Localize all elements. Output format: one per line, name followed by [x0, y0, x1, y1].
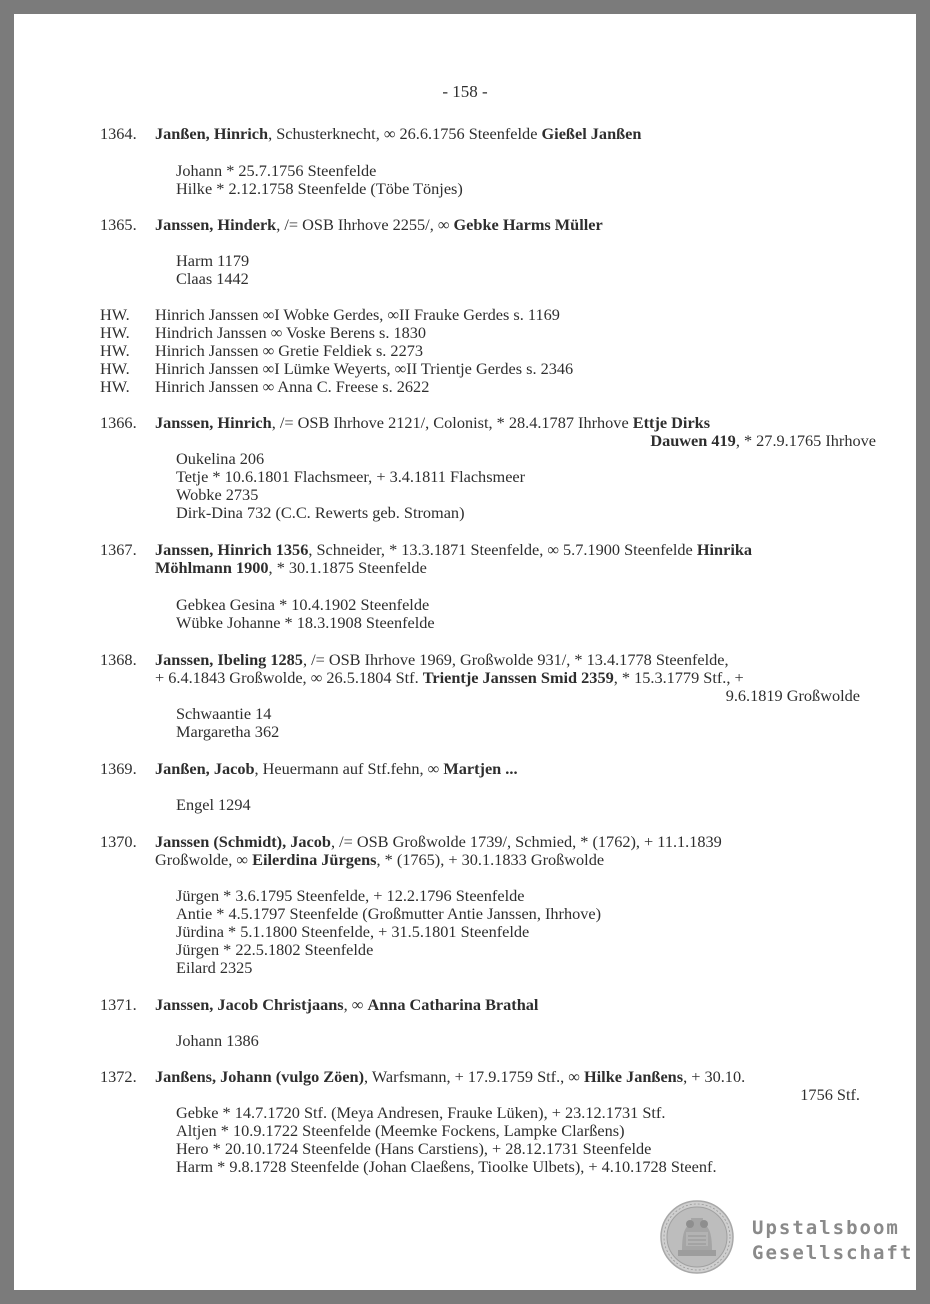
entry-details: , /= OSB Ihrhove 1969, Großwolde 931/, * 13.4.1778 Steenfelde, — [302, 650, 729, 669]
spouse-name: Hilke Janßens — [583, 1067, 684, 1086]
entry-name: Janssen (Schmidt), Jacob — [155, 832, 331, 851]
entry-number: 1372. — [100, 1067, 137, 1086]
entry-1371-heading — [14, 995, 916, 1015]
entry-1365-heading — [14, 215, 916, 235]
entry-1364-heading — [14, 124, 916, 144]
entry-name: Janßen, Hinrich — [155, 124, 269, 143]
child-line: Jürgen * 22.5.1802 Steenfelde — [176, 940, 374, 959]
child-line: Jürgen * 3.6.1795 Steenfelde, + 12.2.1796 Steenfelde — [176, 886, 525, 905]
hw-reference: HW. Hinrich Janssen ∞I Wobke Gerdes, ∞II Frauke Gerdes s. 1169 — [100, 305, 560, 324]
entry-details: , /= OSB Ihrhove 2121/, Colonist, * 28.4.1787 Ihrhove — [271, 413, 633, 432]
child-line: Margaretha 362 — [176, 722, 280, 741]
entry-1372-continuation: 1756 Stf. — [800, 1085, 860, 1104]
child-line: Dirk-Dina 732 (C.C. Rewerts geb. Stroman) — [176, 503, 465, 522]
entry-number: 1367. — [100, 540, 137, 559]
entry-name: Janßen, Jacob — [155, 759, 255, 778]
brand-name-line1: Upstalsboom — [752, 1217, 900, 1239]
entry-name: Janssen, Hinrich 1356 — [155, 540, 309, 559]
child-line: Engel 1294 — [176, 795, 251, 814]
entry-name: Janßens, Johann (vulgo Zöen) — [155, 1067, 365, 1086]
child-line: Gebke * 14.7.1720 Stf. (Meya Andresen, Frauke Lüken), + 23.12.1731 Stf. — [176, 1103, 666, 1122]
child-line: Altjen * 10.9.1722 Steenfelde (Meemke Fockens, Lampke Clarßens) — [176, 1121, 625, 1140]
child-line: Schwaantie 14 — [176, 704, 272, 723]
child-line: Hero * 20.10.1724 Steenfelde (Hans Carstiens), + 28.12.1731 Steenfelde — [176, 1139, 652, 1158]
entry-number: 1364. — [100, 124, 137, 143]
child-line: Hilke * 2.12.1758 Steenfelde (Töbe Tönjes) — [176, 179, 463, 198]
spouse-name: Anna Catharina Brathal — [367, 995, 539, 1014]
entry-1370-continuation: Großwolde, ∞ Eilerdina Jürgens, * (1765), + 30.1.1833 Großwolde — [155, 850, 605, 869]
entry-number: 1368. — [100, 650, 137, 669]
entry-details: , /= OSB Ihrhove 2255/, ∞ — [276, 215, 454, 234]
child-line: Eilard 2325 — [176, 958, 253, 977]
entry-details: , /= OSB Großwolde 1739/, Schmied, * (1762), + 11.1.1839 — [330, 832, 722, 851]
entry-1366-continuation: Dauwen 419, * 27.9.1765 Ihrhove — [650, 431, 876, 450]
entry-name: Janssen, Jacob Christjaans — [155, 995, 344, 1014]
entry-1367-heading — [14, 540, 916, 560]
child-line: Oukelina 206 — [176, 449, 265, 468]
entry-details: , ∞ — [343, 995, 368, 1014]
spouse-name: Hinrika — [696, 540, 753, 559]
hw-reference: HW. Hinrich Janssen ∞ Gretie Feldiek s. 2273 — [100, 341, 423, 360]
child-line: Johann 1386 — [176, 1031, 259, 1050]
spouse-name: Dauwen 419 — [650, 431, 736, 450]
entry-name: Janssen, Ibeling 1285 — [155, 650, 303, 669]
spouse-name: Möhlmann 1900 — [155, 558, 269, 577]
child-line: Wobke 2735 — [176, 485, 259, 504]
entry-1372-heading: 1372. Janßens, Johann (vulgo Zöen), Warfsmann, + 17.9.1759 Stf., ∞ Hilke Janßens, + 30.10. — [100, 1067, 746, 1086]
child-line: Tetje * 10.6.1801 Flachsmeer, + 3.4.1811 Flachsmeer — [176, 467, 526, 486]
child-line: Gebkea Gesina * 10.4.1902 Steenfelde — [176, 595, 430, 614]
entry-details: , Schusterknecht, ∞ 26.6.1756 Steenfelde — [268, 124, 542, 143]
child-line: Antie * 4.5.1797 Steenfelde (Großmutter Antie Janssen, Ihrhove) — [176, 904, 602, 923]
spouse-name: Martjen ... — [443, 759, 518, 778]
entry-number: 1366. — [100, 413, 137, 432]
entry-1370-heading — [14, 832, 916, 852]
hw-reference: HW. Hinrich Janssen ∞ Anna C. Freese s. 2622 — [100, 377, 430, 396]
entry-1368-continuation: 9.6.1819 Großwolde — [725, 686, 860, 705]
child-line: Harm * 9.8.1728 Steenfelde (Johan Claeßens, Tioolke Ulbets), + 4.10.1728 Steenf. — [176, 1157, 717, 1176]
entry-number: 1365. — [100, 215, 137, 234]
entry-details: , Warfsmann, + 17.9.1759 Stf., ∞ — [364, 1067, 584, 1086]
entry-details: , Schneider, * 13.3.1871 Steenfelde, ∞ 5.7.1900 Steenfelde — [308, 540, 697, 559]
entry-name: Janssen, Hinrich — [155, 413, 272, 432]
entry-1368-continuation: + 6.4.1843 Großwolde, ∞ 26.5.1804 Stf. Trientje Janssen Smid 2359, * 15.3.1779 Stf., + — [155, 668, 744, 687]
child-line: Jürdina * 5.1.1800 Steenfelde, + 31.5.1801 Steenfelde — [176, 922, 530, 941]
spouse-name: Ettje Dirks — [632, 413, 711, 432]
child-line: Johann * 25.7.1756 Steenfelde — [176, 161, 377, 180]
entry-1369-heading — [14, 759, 916, 779]
hw-reference: HW. Hinrich Janssen ∞I Lümke Weyerts, ∞II Trientje Gerdes s. 2346 — [100, 359, 574, 378]
entry-number: 1371. — [100, 995, 137, 1014]
entry-1367-continuation: Möhlmann 1900, * 30.1.1875 Steenfelde — [155, 558, 427, 577]
spouse-name: Gießel Janßen — [541, 124, 642, 143]
document-page — [14, 14, 916, 1290]
page-number: - 158 - — [442, 82, 488, 101]
entry-1368-heading — [14, 650, 916, 670]
spouse-name: Eilerdina Jürgens — [252, 850, 377, 869]
entry-details: , Heuermann auf Stf.fehn, ∞ — [254, 759, 444, 778]
hw-reference: HW. Hindrich Janssen ∞ Voske Berens s. 1830 — [100, 323, 427, 342]
child-line: Claas 1442 — [176, 269, 249, 288]
society-seal-icon — [660, 1200, 734, 1274]
entry-number: 1369. — [100, 759, 137, 778]
entry-1366-heading — [14, 413, 916, 433]
child-line: Harm 1179 — [176, 251, 250, 270]
child-line: Wübke Johanne * 18.3.1908 Steenfelde — [176, 613, 435, 632]
spouse-name: Gebke Harms Müller — [453, 215, 603, 234]
spouse-name: Trientje Janssen Smid 2359 — [422, 668, 614, 687]
brand-name-line2: Gesellschaft — [752, 1242, 914, 1264]
entry-name: Janssen, Hinderk — [155, 215, 277, 234]
entry-number: 1370. — [100, 832, 137, 851]
